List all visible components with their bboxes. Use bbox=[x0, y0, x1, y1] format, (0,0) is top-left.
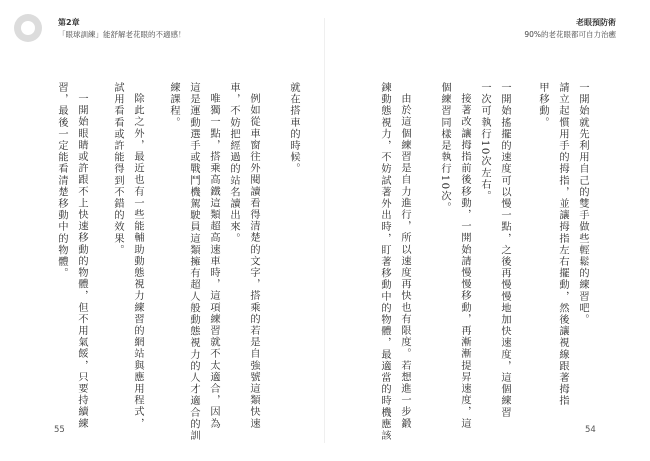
text-column: 試用看看或許能得到不錯的效果。 bbox=[112, 82, 123, 256]
text-column: 個練習同樣是執行10次。 bbox=[439, 82, 450, 214]
chapter-label: 第2章 bbox=[58, 18, 80, 27]
text-column: 就在搭車的時候。 bbox=[288, 82, 299, 175]
text-column: 請立起慣用手的拇指，並讓拇指左右擺動，然後讓視線跟著拇指 bbox=[557, 82, 568, 407]
text-column: 由於這個練習是自力進行，所以速度再快也有限度。若想進一步鍛 bbox=[399, 93, 410, 430]
page-number-right: 54 bbox=[585, 425, 596, 435]
chapter-circle-icon bbox=[14, 14, 42, 42]
chapter-title: 「眼球訓練」能舒解老花眼的不適感！ bbox=[58, 30, 186, 39]
text-column: 一開始搖擺的速度可以慢一點，之後再慢慢地加快速度，這個練習 bbox=[499, 82, 510, 419]
text-column: 一次可執行10次左右。 bbox=[479, 82, 490, 203]
text-column: 一開始就先利用自己的雙手做些輕鬆的練習吧。 bbox=[577, 82, 588, 326]
text-column: 甲移動。 bbox=[537, 82, 548, 129]
text-column: 習，最後一定能看清楚移動中的物體。 bbox=[56, 82, 67, 280]
text-column: 除此之外，最近也有一些能輔助動態視力練習的網站與應用程式， bbox=[132, 93, 143, 430]
book-title: 老眼預防術 bbox=[576, 18, 616, 27]
text-column: 練課程。 bbox=[168, 82, 179, 129]
text-column: 一開始眼睛或許跟不上快速移動的物體，但不用氣餒，只要持續練 bbox=[76, 93, 87, 430]
text-column: 唯獨一點，搭乘高鐵這類超高速車時，這項練習就不太適合，因為 bbox=[208, 93, 219, 430]
text-column: 接著改讓拇指前後移動，一開始請慢慢移動，再漸漸提昇速度，這 bbox=[459, 93, 470, 430]
text-column: 鍊動態視力，不妨試著外出時，盯著移動中的物體，最適當的時機應該 bbox=[379, 82, 390, 442]
page-gutter bbox=[324, 18, 325, 443]
text-column: 例如從車窗往外閱讀看得清楚的文字，搭乘的若是自強號這類快速 bbox=[248, 93, 259, 430]
text-column: 車，不妨把經過的站名讀出來。 bbox=[228, 82, 239, 245]
book-subtitle: 90%的老花眼都可自力治癒 bbox=[524, 30, 616, 39]
text-column: 這是運動選手或戰鬥機駕駛員這類擁有超人般動態視力的人才適合的訓 bbox=[188, 82, 199, 442]
page-number-left: 55 bbox=[54, 425, 65, 435]
